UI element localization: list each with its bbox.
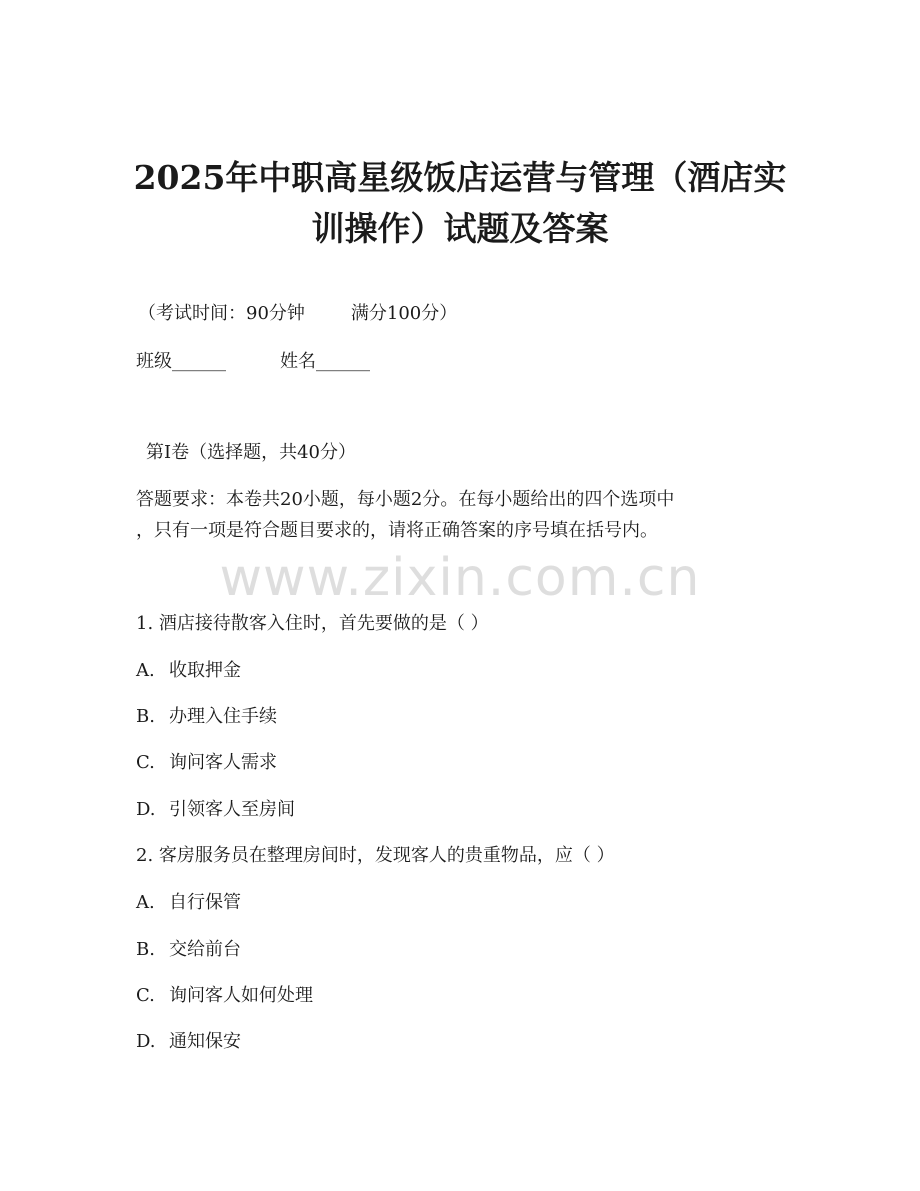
question-1-option-c [136,750,277,776]
document-title-line-2: 训操作）试题及答案 [311,209,609,248]
question-2-option-a [136,890,241,916]
option-letter: D. [136,1031,156,1052]
option-letter: B. [136,706,155,727]
name-field: 姓名______ [280,351,370,372]
option-text: 询问客人如何处理 [169,985,313,1006]
question-2-option-d [136,1029,241,1055]
option-letter: C. [136,752,155,773]
class-field: 班级______ [136,351,226,372]
question-2-option-b [136,937,241,963]
question-1-stem: 1. 酒店接待散客入住时，首先要做的是（ ） [136,613,489,634]
section-title: 第I卷（选择题，共40分） [146,442,357,463]
option-text: 自行保管 [169,892,241,913]
option-letter: C. [136,985,155,1006]
question-2-stem: 2. 客房服务员在整理房间时，发现客人的贵重物品，应（ ） [136,845,615,866]
watermark: www.zixin.com.cn [219,548,701,608]
option-letter: D. [136,799,156,820]
option-text: 收取押金 [169,660,241,681]
option-text: 办理入住手续 [169,706,277,727]
document-title-line-1: 2025年中职高星级饭店运营与管理（酒店实 [133,158,787,197]
question-1-option-a [136,658,241,684]
option-text: 询问客人需求 [169,752,277,773]
option-letter: A. [136,660,155,681]
option-letter: B. [136,939,155,960]
section-instruction-line-2: ，只有一项是符合题目要求的，请将正确答案的序号填在括号内。 [136,520,658,541]
option-text: 交给前台 [169,939,241,960]
question-1-option-d [136,797,295,823]
exam-time: （考试时间：90分钟 [138,303,305,324]
option-text: 引领客人至房间 [169,799,295,820]
question-1-option-b [136,704,277,730]
exam-info [138,301,457,327]
student-info-row [136,349,370,375]
exam-full-score: 满分100分） [350,303,458,324]
option-letter: A. [136,892,155,913]
section-instruction-line-1: 答题要求：本卷共20小题，每小题2分。在每小题给出的四个选项中 [136,489,675,510]
option-text: 通知保安 [169,1031,241,1052]
question-2-option-c [136,983,313,1009]
